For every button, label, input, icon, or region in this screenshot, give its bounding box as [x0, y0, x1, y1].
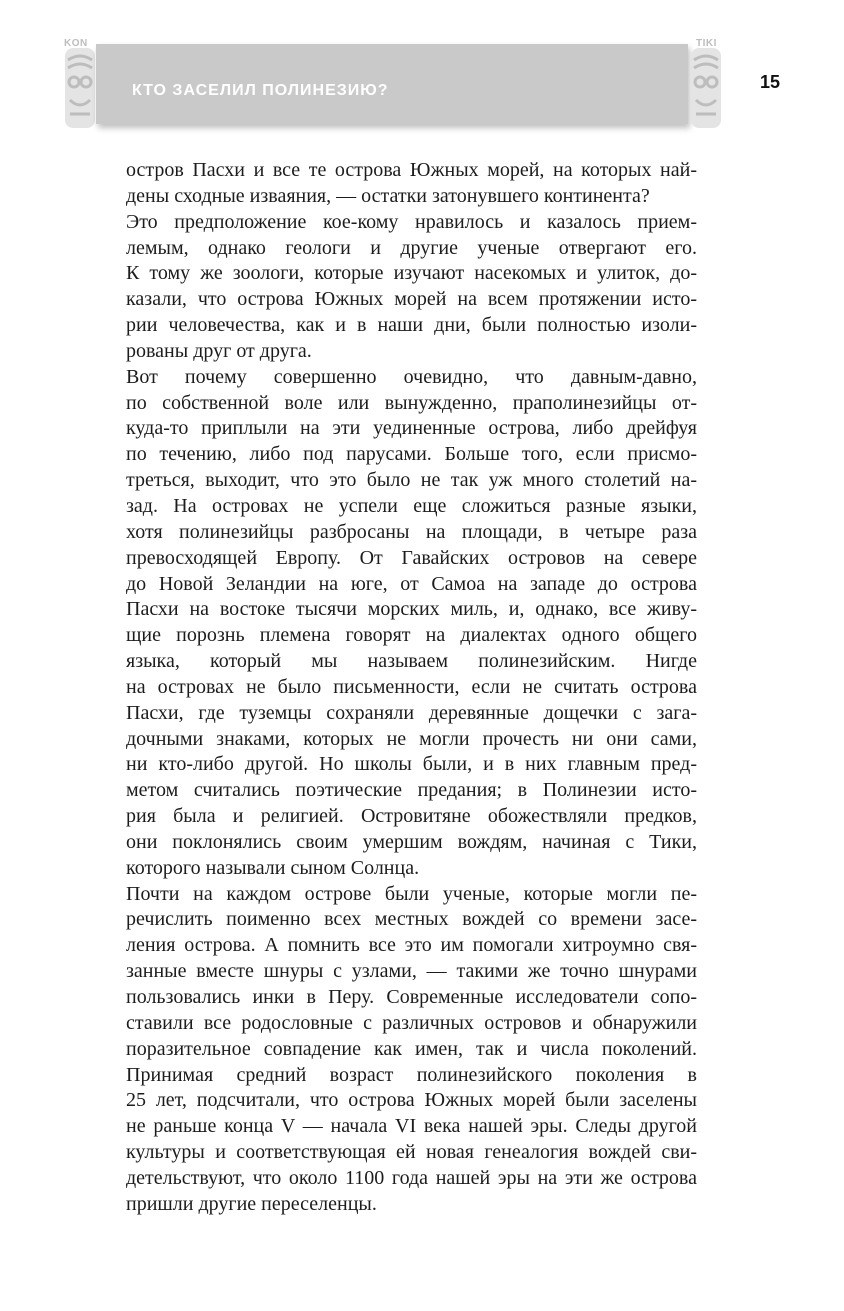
text-line: Почти на каждом острове были ученые, которые могли пе-	[126, 882, 697, 905]
text-line: не раньше конца V — начала VI века нашей эры. Следы другой	[126, 1115, 697, 1138]
text-line: казали, что острова Южных морей на всем протяжении исто-	[126, 288, 697, 311]
text-line: Пасхи, где туземцы сохраняли деревянные дощечки с зага-	[126, 701, 697, 724]
text-line: лемым, однако геологи и другие ученые отвергают его.	[126, 236, 697, 259]
paragraph	[96, 365, 697, 882]
text-line: поразительное совпадение как имен, так и числа поколений.	[126, 1037, 697, 1060]
text-line: по течению, либо под парусами. Больше того, если присмо-	[126, 443, 697, 466]
right-totem-ornament	[688, 38, 724, 132]
body-text	[96, 158, 697, 1218]
text-line: Вот почему совершенно очевидно, что давным-давно,	[126, 365, 697, 388]
text-line: детельствуют, что около 1100 года нашей эры на эти же острова	[126, 1166, 697, 1189]
text-line: рии человечества, как и в наши дни, были полностью изоли-	[126, 314, 697, 337]
text-line: речислить поименно всех местных вождей со времени засе-	[126, 908, 697, 931]
tiki-mask-icon	[62, 38, 98, 132]
chapter-title: КТО ЗАСЕЛИЛ ПОЛИНЕЗИЮ?	[132, 82, 389, 99]
text-line: куда-то приплыли на эти уединенные острова, либо дрейфуя	[126, 417, 697, 440]
text-line: 25 лет, подсчитали, что острова Южных морей были заселены	[126, 1089, 697, 1112]
text-line: занные вместе шнуры с узлами, — такими же точно шнурами	[126, 960, 697, 983]
text-line: остров Пасхи и все те острова Южных морей, на которых най-	[126, 159, 697, 181]
paragraph	[96, 882, 697, 1218]
text-line: пришли другие переселенцы.	[126, 1192, 377, 1215]
text-line: пользовались инки в Перу. Современные исследователи сопо-	[126, 986, 697, 1008]
text-line: треться, выходит, что это было не так уж много столетий на-	[126, 469, 697, 492]
text-line: культуры и соответствующая ей новая генеалогия вождей сви-	[126, 1141, 697, 1164]
text-line: Это предположение кое-кому нравилось и казалось прием-	[126, 210, 697, 233]
text-line: рованы друг от друга.	[126, 339, 312, 362]
text-line: метом считались поэтические предания; в Полинезии исто-	[126, 779, 697, 802]
paragraph	[96, 210, 697, 365]
text-line: Принимая средний возраст полинезийского поколения в	[126, 1063, 697, 1086]
left-ornament-label: KON	[64, 38, 88, 49]
text-line: зад. На островах не успели еще сложиться разные языки,	[126, 494, 697, 517]
text-line: ставили все родословные с различных островов и обнаружили	[126, 1011, 697, 1034]
text-line: дочными знаками, которых не могли прочесть ни они сами,	[126, 727, 697, 750]
text-line: до Новой Зеландии на юге, от Самоа на западе до острова	[126, 572, 697, 595]
left-totem-ornament	[62, 38, 98, 132]
text-line: хотя полинезийцы разбросаны на площади, в четыре раза	[126, 520, 697, 543]
page-number: 15	[760, 72, 781, 92]
text-line: они поклонялись своим умершим вождям, начиная с Тики,	[126, 830, 697, 853]
text-line: щие порознь племена говорят на диалектах одного общего	[126, 624, 697, 647]
header-bar	[96, 44, 688, 124]
running-header	[62, 38, 722, 132]
paragraph	[96, 158, 697, 210]
text-line: языка, который мы называем полинезийским. Нигде	[126, 650, 697, 673]
text-line: по собственной воле или вынужденно, праполинезийцы от-	[126, 391, 697, 414]
text-line: рия была и религией. Островитяне обожествляли предков,	[126, 805, 697, 828]
tiki-mask-icon	[688, 38, 724, 132]
text-line: которого называли сыном Солнца.	[126, 856, 420, 879]
text-line: на островах не было письменности, если не считать острова	[126, 675, 697, 698]
text-line: дены сходные изваяния, — остатки затонувшего континента?	[126, 184, 650, 207]
text-line: ни кто-либо другой. Но школы были, и в них главным пред-	[126, 753, 697, 776]
right-ornament-label: TIKI	[696, 38, 717, 49]
text-line: К тому же зоологи, которые изучают насекомых и улиток, до-	[126, 262, 697, 285]
text-line: превосходящей Европу. От Гавайских островов на севере	[126, 546, 697, 569]
text-line: Пасхи на востоке тысячи морских миль, и, однако, все живу-	[126, 598, 697, 621]
text-line: ления острова. А помнить все это им помогали хитроумно свя-	[126, 934, 697, 957]
